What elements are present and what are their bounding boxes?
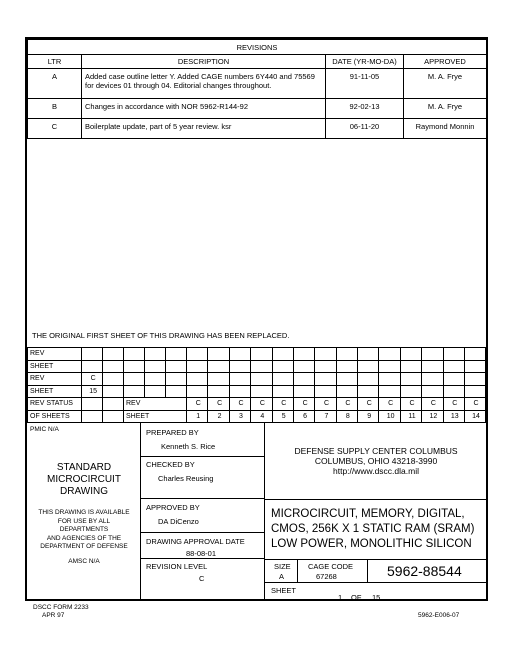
sheet-value: 9 — [358, 410, 379, 423]
status-cell — [464, 385, 485, 398]
cont-sheet-value: 15 — [82, 385, 103, 398]
approved-by-label: APPROVED BY — [146, 503, 200, 512]
cage-label: CAGE CODE — [308, 562, 354, 571]
right-block — [264, 423, 486, 602]
checked-by-label: CHECKED BY — [146, 460, 195, 469]
approval-date-value: 88-08-01 — [186, 549, 217, 558]
prepared-by-label: PREPARED BY — [146, 428, 199, 437]
availability-line: DEPARTMENTS — [59, 526, 109, 533]
rev-status-table — [27, 347, 486, 423]
form-date: APR 97 — [42, 612, 65, 619]
availability-note — [27, 509, 141, 552]
rev-value: C — [272, 398, 293, 411]
rev-value: C — [379, 398, 400, 411]
revision-row — [28, 119, 487, 139]
part-title — [271, 507, 474, 552]
status-cell — [208, 385, 229, 398]
availability-line: THIS DRAWING IS AVAILABLE — [38, 509, 130, 516]
status-cell — [422, 360, 443, 373]
approval-date-label: DRAWING APPROVAL DATE — [146, 537, 245, 546]
divider — [265, 499, 487, 500]
size-label: SIZE — [274, 562, 291, 571]
sheet-label: SHEET — [271, 586, 297, 595]
rev-value: C — [187, 398, 208, 411]
status-cell — [422, 348, 443, 361]
sheet-value: 7 — [315, 410, 336, 423]
status-cell — [251, 348, 272, 361]
rev-value: C — [229, 398, 250, 411]
rev-date: 91-11-05 — [326, 69, 404, 99]
standard-drawing-block — [27, 423, 141, 599]
rev-ltr: A — [28, 69, 82, 99]
status-cell — [464, 360, 485, 373]
status-cell — [315, 373, 336, 386]
status-cell — [165, 385, 186, 398]
pmic-label: PMIC N/A — [30, 426, 59, 433]
drawing-number: 5962-88544 — [387, 563, 462, 579]
rev-value: C — [208, 398, 229, 411]
status-cell — [82, 398, 103, 411]
approval-date-block — [141, 533, 264, 559]
status-cell — [443, 373, 464, 386]
cont-sheet-row-2 — [28, 385, 486, 398]
sheet-value: 11 — [400, 410, 421, 423]
status-cell — [165, 373, 186, 386]
status-cell — [336, 385, 357, 398]
status-cell — [293, 373, 314, 386]
status-cell — [103, 385, 124, 398]
revision-row — [28, 99, 487, 119]
status-cell — [293, 385, 314, 398]
rev-approved: M. A. Frye — [404, 99, 487, 119]
approved-by-name: DA DiCenzo — [158, 517, 199, 526]
revision-level-value: C — [199, 574, 205, 583]
cont-sheet-row — [28, 360, 486, 373]
status-cell — [400, 385, 421, 398]
rev-value: C — [358, 398, 379, 411]
status-cell — [443, 360, 464, 373]
sheet-value: 13 — [443, 410, 464, 423]
std-title-line: MICROCIRCUIT — [47, 474, 121, 485]
part-title-line: MICROCIRCUIT, MEMORY, DIGITAL, — [271, 508, 465, 520]
status-cell — [187, 385, 208, 398]
status-cell — [229, 373, 250, 386]
rev-ltr: C — [28, 119, 82, 139]
part-title-line: LOW POWER, MONOLITHIC SILICON — [271, 538, 472, 550]
status-cell — [400, 360, 421, 373]
status-cell — [103, 398, 124, 411]
agency-block — [265, 446, 487, 476]
row-label: OF SHEETS — [28, 410, 82, 423]
sheet-value: 12 — [422, 410, 443, 423]
rev-value: C — [443, 398, 464, 411]
cage-cell — [298, 560, 368, 582]
sheet-value: 8 — [336, 410, 357, 423]
row-label: REV — [28, 373, 82, 386]
rev-value: C — [315, 398, 336, 411]
header-approved: APPROVED — [404, 55, 487, 69]
status-cell — [144, 348, 165, 361]
status-cell — [315, 360, 336, 373]
status-cell — [229, 385, 250, 398]
status-cell — [123, 360, 144, 373]
status-cell — [144, 360, 165, 373]
std-title-line: DRAWING — [60, 486, 108, 497]
sheet-value: 4 — [251, 410, 272, 423]
replaced-note: THE ORIGINAL FIRST SHEET OF THIS DRAWING HAS BEEN REPLACED. — [32, 331, 290, 340]
part-title-line: CMOS, 256K X 1 STATIC RAM (SRAM) — [271, 523, 475, 535]
sheet-number: 1 — [338, 593, 343, 602]
form-code: 5962-E006-07 — [418, 612, 460, 619]
status-cell — [229, 360, 250, 373]
drawing-frame — [25, 37, 488, 601]
status-cell — [208, 373, 229, 386]
approved-by-block — [141, 499, 264, 533]
status-cell — [82, 410, 103, 423]
status-cell — [464, 348, 485, 361]
status-cell — [165, 348, 186, 361]
revision-row — [28, 69, 487, 99]
of-sheets-row — [28, 410, 486, 423]
status-cell — [82, 348, 103, 361]
cont-rev-row-2 — [28, 373, 486, 386]
cont-rev-row — [28, 348, 486, 361]
status-cell — [358, 385, 379, 398]
status-cell — [251, 373, 272, 386]
sheet-total: 15 — [372, 593, 381, 602]
prepared-by-block — [141, 423, 264, 457]
availability-line: FOR USE BY ALL — [57, 517, 111, 525]
standard-microcircuit-title — [27, 462, 141, 498]
std-title-line: STANDARD — [56, 462, 112, 473]
rev-value: C — [422, 398, 443, 411]
status-cell — [336, 348, 357, 361]
status-cell — [229, 348, 250, 361]
cage-value: 67268 — [316, 572, 337, 581]
status-cell — [379, 348, 400, 361]
rev-approved: Raymond Monnin — [404, 119, 487, 139]
revision-level-block — [141, 559, 264, 599]
size-value: A — [279, 572, 285, 581]
status-cell — [144, 385, 165, 398]
title-block — [27, 423, 486, 602]
header-date: DATE (YR-MO-DA) — [326, 55, 404, 69]
status-cell — [187, 373, 208, 386]
id-row — [265, 559, 487, 583]
rev-description: Changes in accordance with NOR 5962-R144-92 — [82, 99, 326, 119]
row-label: SHEET — [28, 360, 82, 373]
rev-description: Added case outline letter Y. Added CAGE numbers 6Y440 and 75569 for devices 01 through 04. Editorial changes throughout. — [82, 69, 326, 99]
cont-rev-value: C — [82, 373, 103, 386]
status-cell — [358, 348, 379, 361]
revision-level-label: REVISION LEVEL — [146, 562, 208, 571]
availability-line: AND AGENCIES OF THE — [46, 534, 122, 542]
sheet-value: 5 — [272, 410, 293, 423]
agency-name: DEFENSE SUPPLY CENTER COLUMBUS — [294, 446, 458, 456]
rev-value: C — [251, 398, 272, 411]
status-cell — [123, 373, 144, 386]
rev-approved: M. A. Frye — [404, 69, 487, 99]
availability-line: DEPARTMENT OF DEFENSE — [40, 543, 128, 550]
agency-url: http://www.dscc.dla.mil — [333, 466, 419, 476]
rev-date: 92-02-13 — [326, 99, 404, 119]
checked-by-block — [141, 457, 264, 499]
status-cell — [379, 360, 400, 373]
sheet-value: 2 — [208, 410, 229, 423]
status-cell — [187, 348, 208, 361]
status-cell — [315, 385, 336, 398]
revisions-title: REVISIONS — [28, 40, 487, 55]
status-cell — [293, 348, 314, 361]
status-cell — [400, 348, 421, 361]
header-description: DESCRIPTION — [82, 55, 326, 69]
status-cell — [144, 373, 165, 386]
header-ltr: LTR — [28, 55, 82, 69]
rev-description: Boilerplate update, part of 5 year review. ksr — [82, 119, 326, 139]
status-cell — [358, 373, 379, 386]
sheet-value: 10 — [379, 410, 400, 423]
rev-value: C — [293, 398, 314, 411]
revisions-table — [27, 39, 487, 139]
status-cell — [400, 373, 421, 386]
status-cell — [272, 348, 293, 361]
status-cell — [336, 373, 357, 386]
status-cell — [123, 385, 144, 398]
sheet-value: 3 — [229, 410, 250, 423]
status-cell — [422, 385, 443, 398]
rev-value: C — [400, 398, 421, 411]
rev-value: C — [464, 398, 485, 411]
status-cell — [379, 385, 400, 398]
row-label: REV STATUS — [28, 398, 82, 411]
row-label: REV — [28, 348, 82, 361]
status-cell — [464, 373, 485, 386]
status-cell — [103, 360, 124, 373]
rev-value: C — [336, 398, 357, 411]
checked-by-name: Charles Reusing — [158, 474, 214, 483]
size-cell — [265, 560, 298, 582]
status-cell — [336, 360, 357, 373]
sheet-value: 1 — [187, 410, 208, 423]
status-cell — [103, 410, 124, 423]
status-cell — [208, 348, 229, 361]
sheet-of-label: OF — [351, 593, 362, 602]
status-cell — [103, 348, 124, 361]
status-cell — [165, 360, 186, 373]
status-cell — [379, 373, 400, 386]
sheet-value: 6 — [293, 410, 314, 423]
status-cell — [272, 360, 293, 373]
amsc-label: AMSC N/A — [68, 558, 100, 565]
status-cell — [358, 360, 379, 373]
form-number: DSCC FORM 2233 — [33, 604, 89, 611]
status-cell — [82, 360, 103, 373]
status-cell — [272, 373, 293, 386]
status-cell — [293, 360, 314, 373]
rev-date: 06-11-20 — [326, 119, 404, 139]
status-cell — [315, 348, 336, 361]
sheet-value: 14 — [464, 410, 485, 423]
status-cell — [103, 373, 124, 386]
rev-status-row — [28, 398, 486, 411]
sheet-label: SHEET — [123, 410, 186, 423]
status-cell — [187, 360, 208, 373]
status-cell — [422, 373, 443, 386]
status-cell — [251, 385, 272, 398]
rev-label: REV — [123, 398, 186, 411]
status-cell — [272, 385, 293, 398]
status-cell — [123, 348, 144, 361]
status-cell — [443, 385, 464, 398]
status-cell — [251, 360, 272, 373]
status-cell — [208, 360, 229, 373]
row-label: SHEET — [28, 385, 82, 398]
rev-ltr: B — [28, 99, 82, 119]
agency-address: COLUMBUS, OHIO 43218-3990 — [314, 456, 438, 466]
prepared-by-name: Kenneth S. Rice — [161, 442, 216, 451]
status-cell — [443, 348, 464, 361]
